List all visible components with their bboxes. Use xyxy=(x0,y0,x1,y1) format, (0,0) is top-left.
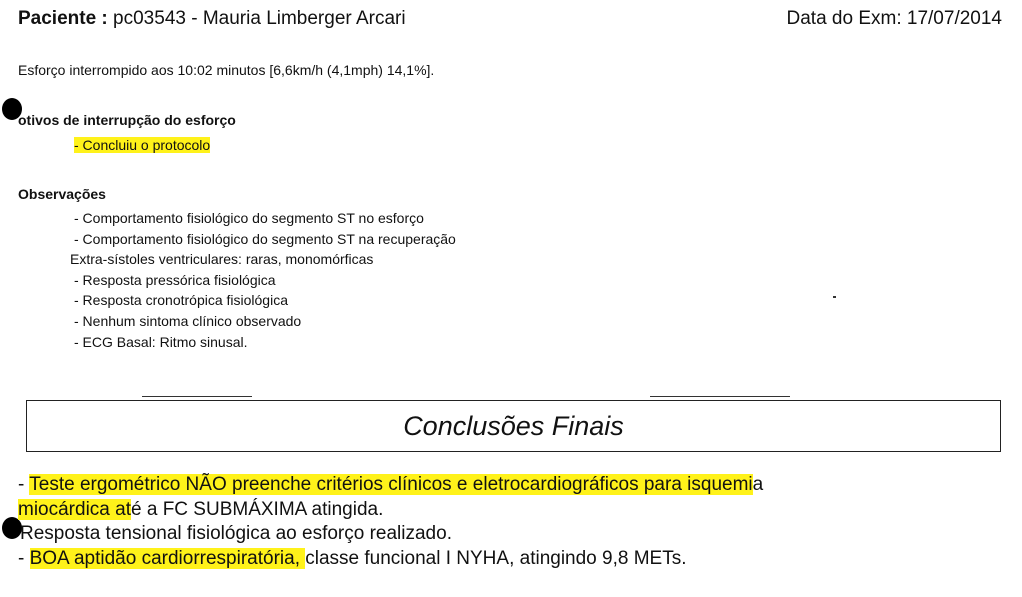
list-item: - Resposta cronotrópica fisiológica xyxy=(74,292,288,309)
list-item: Extra-sístoles ventriculares: raras, monomórficas xyxy=(70,251,374,268)
box-top-line xyxy=(650,396,790,397)
conclusoes-box xyxy=(26,400,1001,452)
conclusion-line-1 xyxy=(18,473,763,498)
list-item: - Resposta pressórica fisiológica xyxy=(74,271,276,288)
line-rest: é a FC SUBMÁXIMA atingida. xyxy=(131,498,384,520)
conclusoes-list xyxy=(18,473,763,571)
scan-speck xyxy=(833,296,836,298)
motivos-title-text: otivos de interrupção do esforço xyxy=(18,112,236,128)
motivo-item-highlight: - Concluiu o protocolo xyxy=(74,137,211,153)
list-item: - ECG Basal: Ritmo sinusal. xyxy=(74,333,248,350)
observacoes-list xyxy=(70,208,456,352)
list-item: - Comportamento fisiológico do segmento ST no esforço xyxy=(74,210,424,226)
conclusion-line-3: Resposta tensional fisiológica ao esforço realizado. xyxy=(20,523,452,544)
conclusion-line-2 xyxy=(18,498,763,523)
line-rest: a xyxy=(752,474,764,495)
exam-date: Data do Exm: 17/07/2014 xyxy=(786,8,1002,29)
highlight-text: miocárdica at xyxy=(18,498,131,520)
highlight-text: Teste ergométrico NÃO preenche critérios clínicos e eletrocardiográficos para isquemi xyxy=(29,474,753,495)
observacoes-title: Observações xyxy=(18,186,106,202)
motivo-item xyxy=(74,137,210,153)
effort-summary: Esforço interrompido aos 10:02 minutos [6,6km/h (4,1mph) 14,1%]. xyxy=(18,62,435,78)
line-rest: classe funcional I NYHA, atingindo 9,8 METs. xyxy=(305,547,687,569)
highlight-text: BOA aptidão cardiorrespiratória, xyxy=(29,547,306,569)
list-item: - Nenhum sintoma clínico observado xyxy=(74,312,302,329)
patient-value: pc03543 - Mauria Limberger Arcari xyxy=(113,8,406,29)
line-prefix: - xyxy=(18,547,30,569)
box-top-line xyxy=(142,396,252,397)
conclusoes-title: Conclusões Finais xyxy=(403,411,624,441)
list-item: - Comportamento fisiológico do segmento ST na recuperação xyxy=(74,230,456,247)
patient-label: Paciente : xyxy=(18,8,108,29)
line-prefix: - xyxy=(18,474,30,495)
conclusion-line-4 xyxy=(18,547,763,572)
patient-header xyxy=(18,8,406,30)
motivos-title xyxy=(18,112,236,128)
